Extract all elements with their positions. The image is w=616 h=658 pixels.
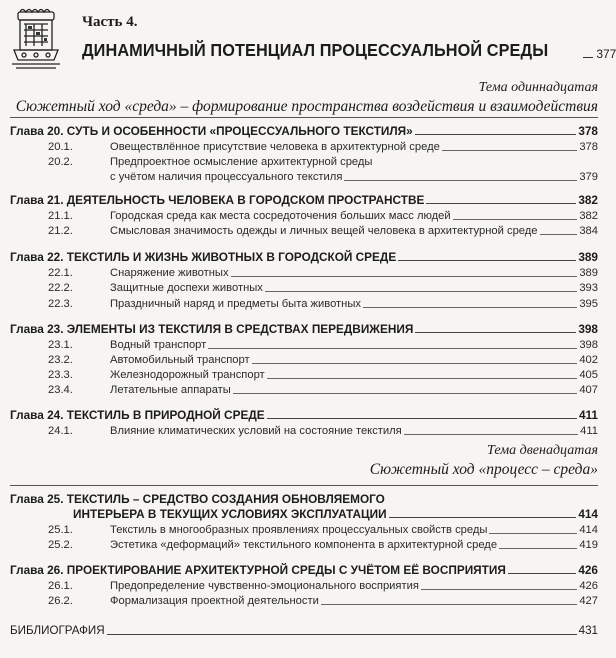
page-number: 407	[579, 384, 598, 396]
leader-line	[415, 134, 577, 135]
leader-line	[208, 348, 577, 349]
toc-chapter-21[interactable]	[10, 193, 598, 207]
page-number: 414	[578, 507, 598, 521]
toc-section-20-2-continued[interactable]	[10, 170, 598, 184]
leader-line	[267, 378, 578, 379]
section-title: Автомобильный транспорт	[110, 354, 250, 366]
section-number: 26.1.	[48, 580, 73, 592]
toc-chapter-22[interactable]	[10, 250, 598, 264]
toc-section-22-1[interactable]	[10, 266, 598, 280]
chapter-title-continued: ИНТЕРЬЕРА В ТЕКУЩИХ УСЛОВИЯХ ЭКСПЛУАТАЦИИ	[73, 507, 387, 521]
toc-chapter-20[interactable]	[10, 124, 598, 138]
divider-line	[10, 117, 598, 118]
leader-line	[389, 517, 577, 518]
toc-section-20-2[interactable]	[10, 155, 598, 169]
section-title: Овеществлённое присутствие человека в архитектурной среде	[110, 141, 440, 153]
leader-line	[398, 260, 576, 261]
section-number: 23.4.	[48, 384, 73, 396]
leader-line	[442, 150, 578, 151]
chapter-title: ЭЛЕМЕНТЫ ИЗ ТЕКСТИЛЯ В СРЕДСТВАХ ПЕРЕДВИЖЕНИЯ	[66, 322, 414, 336]
leader-line	[404, 434, 578, 435]
section-title: Влияние климатических условий на состояние текстиля	[110, 425, 402, 437]
leader-line	[453, 219, 578, 220]
page-number: 411	[578, 408, 598, 422]
toc-bibliography[interactable]	[10, 624, 598, 638]
topic-eleven-heading	[16, 80, 598, 116]
section-title: Водный транспорт	[110, 339, 207, 351]
leader-line	[107, 634, 577, 635]
chapter-title: ТЕКСТИЛЬ В ПРИРОДНОЙ СРЕДЕ	[66, 408, 265, 422]
page-number: 379	[579, 171, 598, 183]
toc-section-23-4[interactable]	[10, 383, 598, 397]
page-number: 431	[578, 624, 598, 637]
divider-line	[10, 485, 598, 486]
leader-line	[233, 393, 577, 394]
toc-section-24-1[interactable]	[10, 424, 598, 438]
leader-line	[321, 604, 578, 605]
page-number: 419	[579, 539, 598, 551]
section-title: Защитные доспехи животных	[110, 282, 263, 294]
topic-number: Тема двенадцатая	[487, 443, 598, 458]
page-number: 382	[579, 210, 598, 222]
toc-chapter-23[interactable]	[10, 322, 598, 336]
section-number: 22.1.	[48, 267, 73, 279]
toc-chapter-25[interactable]	[10, 492, 598, 506]
toc-section-25-2[interactable]	[10, 538, 598, 552]
part-label: Часть 4.	[82, 14, 138, 30]
toc-section-22-3[interactable]	[10, 297, 598, 311]
leader-line	[252, 363, 578, 364]
chapter-title: ПРОЕКТИРОВАНИЕ АРХИТЕКТУРНОЙ СРЕДЫ С УЧЁТОМ ЕЁ ВОСПРИЯТИЯ	[66, 563, 506, 577]
toc-section-26-1[interactable]	[10, 579, 598, 593]
leader-line	[489, 533, 577, 534]
section-number: 25.1.	[48, 524, 73, 536]
page-number: 377	[596, 47, 616, 61]
leader-line	[583, 57, 593, 58]
toc-section-22-2[interactable]	[10, 281, 598, 295]
section-title: Текстиль в многообразных проявлениях процессуальных свойств среды	[110, 524, 488, 536]
section-number: 26.2.	[48, 595, 73, 607]
topic-subtitle: Сюжетный ход «среда» – формирование пространства воздействия и взаимодействия	[15, 98, 598, 115]
section-title-continued: с учётом наличия процессуального текстиля	[110, 171, 343, 183]
chapter-label: Глава 23.	[10, 322, 64, 336]
page-number: 414	[579, 524, 598, 536]
section-number: 23.1.	[48, 339, 73, 351]
topic-twelve-heading	[370, 443, 598, 479]
section-title: Предопределение чувственно-эмоционального восприятия	[110, 580, 419, 592]
leader-line	[540, 234, 578, 235]
section-number: 20.2.	[48, 156, 73, 168]
leader-line	[508, 573, 576, 574]
page-number: 427	[579, 595, 598, 607]
page-number: 395	[579, 298, 598, 310]
page-number: 411	[580, 425, 598, 437]
section-title: Городская среда как места сосредоточения больших масс людей	[110, 210, 451, 222]
toc-section-21-2[interactable]	[10, 224, 598, 238]
toc-section-21-1[interactable]	[10, 209, 598, 223]
toc-chapter-26[interactable]	[10, 563, 598, 577]
page-number: 389	[578, 250, 598, 264]
section-number: 22.3.	[48, 298, 73, 310]
page-number: 378	[578, 124, 598, 138]
page-number: 405	[579, 369, 598, 381]
section-title: Праздничный наряд и предметы быта животных	[110, 298, 361, 310]
topic-subtitle: Сюжетный ход «процесс – среда»	[369, 461, 598, 478]
section-title: Формализация проектной деятельности	[110, 595, 319, 607]
toc-section-23-3[interactable]	[10, 368, 598, 382]
chapter-label: Глава 22.	[10, 250, 64, 264]
chapter-title: ТЕКСТИЛЬ – СРЕДСТВО СОЗДАНИЯ ОБНОВЛЯЕМОГО	[66, 492, 385, 506]
part-title-entry	[82, 40, 616, 61]
section-number: 21.1.	[48, 210, 73, 222]
chapter-title: ТЕКСТИЛЬ И ЖИЗНЬ ЖИВОТНЫХ В ГОРОДСКОЙ СРЕДЕ	[66, 250, 397, 264]
topic-number: Тема одиннадцатая	[478, 80, 598, 95]
chapter-title: ДЕЯТЕЛЬНОСТЬ ЧЕЛОВЕКА В ГОРОДСКОМ ПРОСТРАНСТВЕ	[66, 193, 425, 207]
page-number: 393	[579, 282, 598, 294]
toc-chapter-25-continued[interactable]	[10, 507, 598, 521]
leader-line	[499, 548, 577, 549]
page-number: 389	[579, 267, 598, 279]
section-number: 23.3.	[48, 369, 73, 381]
section-title: Предпроектное осмысление архитектурной среды	[110, 156, 373, 168]
section-title: Смысловая значимость одежды и личных вещей человека в архитектурной среде	[110, 225, 538, 237]
toc-section-26-2[interactable]	[10, 594, 598, 608]
page-number: 402	[579, 354, 598, 366]
section-title: Снаряжение животных	[110, 267, 229, 279]
bibliography-title: БИБЛИОГРАФИЯ	[10, 624, 105, 637]
chapter-label: Глава 20.	[10, 124, 64, 138]
page-number: 426	[578, 563, 598, 577]
toc-section-25-1[interactable]	[10, 523, 598, 537]
part-header	[10, 4, 616, 80]
leader-line	[344, 180, 577, 181]
section-title: Летательные аппараты	[110, 384, 231, 396]
section-number: 20.1.	[48, 141, 73, 153]
chapter-label: Глава 21.	[10, 193, 64, 207]
leader-line	[421, 589, 577, 590]
page-number: 426	[579, 580, 598, 592]
toc-section-23-1[interactable]	[10, 338, 598, 352]
section-title: Железнодорожный транспорт	[110, 369, 265, 381]
section-number: 23.2.	[48, 354, 73, 366]
leader-line	[363, 307, 577, 308]
page-number: 398	[578, 322, 598, 336]
page-number: 398	[579, 339, 598, 351]
page-number: 378	[579, 141, 598, 153]
part-title: ДИНАМИЧНЫЙ ПОТЕНЦИАЛ ПРОЦЕССУАЛЬНОЙ СРЕДЫ	[82, 40, 549, 60]
section-number: 21.2.	[48, 225, 73, 237]
section-number: 25.2.	[48, 539, 73, 551]
page-number: 382	[578, 193, 598, 207]
chapter-label: Глава 25.	[10, 492, 64, 506]
leader-line	[426, 203, 576, 204]
chapter-title: СУТЬ И ОСОБЕННОСТИ «ПРОЦЕССУАЛЬНОГО ТЕКСТИЛЯ»	[66, 124, 413, 138]
leader-line	[415, 332, 576, 333]
toc-section-23-2[interactable]	[10, 353, 598, 367]
leader-line	[231, 276, 578, 277]
toc-section-20-1[interactable]	[10, 140, 598, 154]
leader-line	[265, 291, 577, 292]
section-number: 24.1.	[48, 425, 73, 437]
toc-chapter-24[interactable]	[10, 408, 598, 422]
page-number: 384	[579, 225, 598, 237]
section-number: 22.2.	[48, 282, 73, 294]
section-title: Эстетика «деформаций» текстильного компонента в архитектурной среде	[110, 539, 498, 551]
ornate-building-emblem-icon	[10, 6, 62, 70]
chapter-label: Глава 24.	[10, 408, 64, 422]
leader-line	[267, 418, 577, 419]
chapter-label: Глава 26.	[10, 563, 64, 577]
